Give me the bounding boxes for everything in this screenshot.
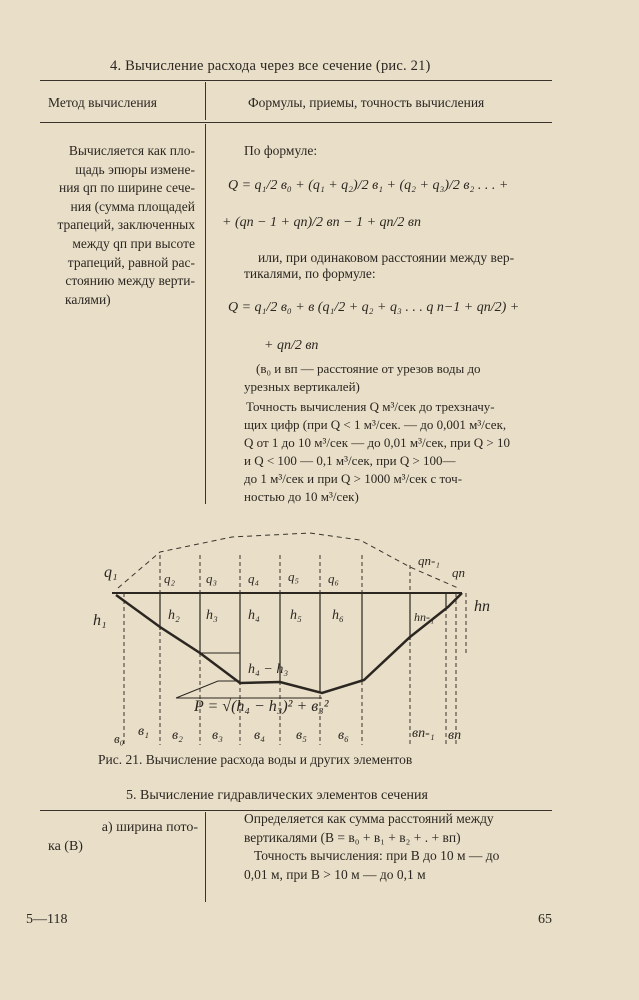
column-divider xyxy=(205,124,206,504)
width-term-line: а) ширина пото- xyxy=(101,820,198,835)
method-description xyxy=(47,142,195,309)
method-line: между qп при высоте xyxy=(72,235,195,251)
accuracy-line: щих цифр (при Q < 1 м³/сек. — до 0,001 м³/сек, xyxy=(244,417,507,432)
label-h4-minus-h3: h₄ − h₃ xyxy=(248,662,289,677)
header-rule xyxy=(40,80,552,81)
method-line: калями) xyxy=(65,291,111,307)
page-number: 65 xyxy=(538,912,552,927)
label-b5: в₅ xyxy=(296,728,307,743)
column-header-rule xyxy=(40,122,552,123)
alt-text-line-1: или, при одинаковом расстоянии между вер- xyxy=(258,250,515,265)
formula-1-line-2: + (qп − 1 + qп)/2 вп − 1 + qп/2 вп xyxy=(222,215,421,230)
label-b1: в₁ xyxy=(138,724,149,739)
label-b3: в₃ xyxy=(212,728,223,743)
label-h3: h₃ xyxy=(206,608,218,623)
label-b6: в₆ xyxy=(338,728,349,743)
label-q4: q₄ xyxy=(248,571,260,586)
by-formula-label: По формуле: xyxy=(244,143,318,158)
label-q3: q₃ xyxy=(206,571,218,586)
label-bn: вп xyxy=(448,728,462,743)
footer-signature: 5—118 xyxy=(26,912,68,927)
accuracy-line: ностью до 10 м³/сек) xyxy=(244,489,359,504)
label-h6: h₆ xyxy=(332,608,344,623)
column-header-method: Метод вычисления xyxy=(48,95,157,110)
note-line-1: (в₀ и вп — расстояние от урезов воды до xyxy=(256,361,481,376)
wetted-perimeter-formula: P = √(h₄ − h₃)² + в₃² xyxy=(194,698,329,715)
section-title: 4. Вычисление расхода через все сечение (рис. 21) xyxy=(110,58,431,74)
p-pointer xyxy=(176,681,240,698)
note-line-2: урезных вертикалей) xyxy=(244,379,360,394)
label-q6: q₆ xyxy=(328,571,340,586)
width-definition-line: Точность вычисления: при В до 10 м — до xyxy=(254,848,500,864)
column-header-formulas: Формулы, приемы, точность вычисления xyxy=(248,95,485,110)
formula-2-line-2: + qп/2 вп xyxy=(264,338,319,353)
accuracy-line: и Q < 100 — 0,1 м³/сек, при Q > 100— xyxy=(244,453,456,468)
label-qn: qп xyxy=(452,565,465,580)
cross-section-figure xyxy=(0,515,639,755)
formula-1-line-1: Q = q₁/2 в₀ + (q₁ + q₂)/2 в₁ + (q₂ + q₃)/2 в₂ . . . + xyxy=(228,178,509,193)
width-definition-line: вертикалями (В = в₀ + в₁ + в₂ + . + вп) xyxy=(244,829,461,845)
label-q1: q₁ xyxy=(104,564,118,581)
method-line: ния (сумма площадей xyxy=(70,198,195,214)
width-term-line: ка (В) xyxy=(48,839,83,854)
label-bn-1: вп-₁ xyxy=(412,726,435,741)
method-line: ния qп по ширине сече- xyxy=(58,180,195,196)
label-h5: h₅ xyxy=(290,608,302,623)
label-b2: в₂ xyxy=(172,728,183,743)
section-5-divider xyxy=(205,812,206,902)
width-definition-line: Определяется как сумма расстояний между xyxy=(244,811,494,826)
label-b4: в₄ xyxy=(254,728,265,743)
accuracy-line: Q от 1 до 10 м³/сек — до 0,01 м³/сек, при Q > 10 xyxy=(244,435,511,450)
header-divider xyxy=(205,82,206,120)
label-h1: h₁ xyxy=(93,612,107,629)
method-line: стоянию между верти- xyxy=(65,273,195,289)
label-h4: h₄ xyxy=(248,608,260,623)
label-q2: q₂ xyxy=(164,571,176,586)
label-qn-1: qп-₁ xyxy=(418,553,440,568)
label-q5: q₅ xyxy=(288,569,300,584)
width-definition-line: 0,01 м, при В > 10 м — до 0,1 м xyxy=(244,866,426,882)
accuracy-line: Точность вычисления Q м³/сек до трехзначу- xyxy=(246,399,495,414)
method-line: трапеций, равной рас- xyxy=(67,254,195,270)
label-h2: h₂ xyxy=(168,608,180,623)
method-line: щадь эпюры измене- xyxy=(75,161,195,177)
alt-text-line-2: тикалями, по формуле: xyxy=(244,266,376,281)
accuracy-block xyxy=(244,398,564,506)
figure-caption: Рис. 21. Вычисление расхода воды и других элементов xyxy=(98,752,413,767)
label-hn: hп xyxy=(474,598,490,615)
section-5-title: 5. Вычисление гидравлических элементов сечения xyxy=(126,788,428,803)
formula-2-line-1: Q = q₁/2 в₀ + в (q₁/2 + q₂ + q₃ . . . q п−1 + qп/2) + xyxy=(228,300,520,315)
method-line: трапеций, заключенных xyxy=(57,217,195,233)
width-term xyxy=(48,818,198,856)
method-line: Вычисляется как пло- xyxy=(68,143,195,158)
label-b0: в₀ xyxy=(114,731,125,746)
accuracy-line: до 1 м³/сек и при Q > 1000 м³/сек с точ- xyxy=(244,471,463,486)
width-definition xyxy=(244,808,564,884)
label-hn-1: hп-₁ xyxy=(414,610,435,624)
